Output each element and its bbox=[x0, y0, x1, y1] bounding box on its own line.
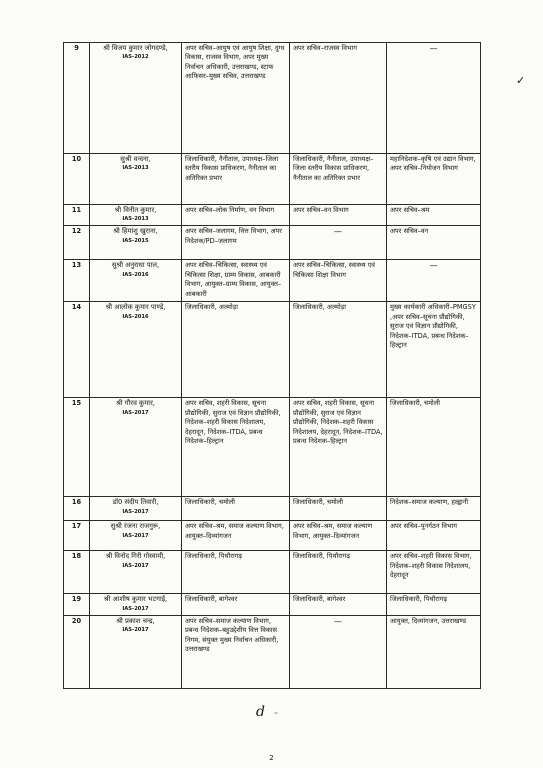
page-number: 2 bbox=[269, 754, 274, 762]
officer-cell bbox=[90, 497, 182, 521]
new-posting-cell: निदेशक–समाज कल्याण, हल्द्वानी bbox=[387, 497, 481, 521]
officer-name: श्री विजय कुमार जोगदण्डे, bbox=[103, 44, 168, 52]
retained-posting-cell bbox=[290, 226, 387, 260]
officer-batch: IAS-2016 bbox=[122, 271, 149, 278]
officer-name: डॉ0 संदीप तिवारी, bbox=[112, 498, 159, 507]
officer-transfer-table bbox=[63, 42, 481, 689]
officer-cell bbox=[90, 302, 182, 398]
officer-name: श्री प्रकाश चन्द्र, bbox=[116, 616, 155, 625]
officer-batch: IAS-2017 bbox=[122, 562, 149, 569]
current-posting-cell: जिलाधिकारी, चमोली bbox=[182, 497, 290, 521]
current-posting-cell: जिलाधिकारी, नैनीताल, उपाध्यक्ष–जिला स्तरीय विकास प्राधिकरण, नैनीताल का अतिरिक्त प्रभार bbox=[182, 154, 290, 205]
new-posting-cell: अपर सचिव–शहरी विकास विभाग, निदेशक–शहरी विकास निदेशालय, देहरादून bbox=[387, 551, 481, 594]
margin-mark-icon: ✓ bbox=[516, 74, 526, 87]
officer-cell bbox=[90, 521, 182, 551]
retained-posting-cell: अपर सचिव–चिकित्सा, स्वास्थ्य एवं चिकित्सा शिक्षा विभाग bbox=[290, 260, 387, 302]
officer-name: श्री आलोक कुमार पाण्डे, bbox=[105, 303, 166, 312]
officer-cell bbox=[90, 594, 182, 615]
current-posting-cell: अपर सचिव–चिकित्सा, स्वास्थ्य एवं चिकित्सा शिक्षा, ग्राम्य विकास, आबकारी विभाग, आयुक्त–ग्राम्य विकास, आयुक्त–आबकारी bbox=[182, 260, 290, 302]
officer-batch: IAS-2017 bbox=[122, 627, 149, 634]
officer-cell bbox=[90, 398, 182, 497]
officer-cell bbox=[90, 260, 182, 302]
new-posting-cell bbox=[387, 43, 481, 154]
new-posting-cell: जिलाधिकारी, चमोली bbox=[387, 398, 481, 497]
serial-number-cell: 18 bbox=[64, 551, 90, 594]
officer-batch: IAS-2017 bbox=[122, 605, 149, 612]
officer-name: श्री विनोद गिरी गोस्वामी, bbox=[105, 552, 166, 561]
officer-cell bbox=[90, 551, 182, 594]
retained-posting-cell: जिलाधिकारी, चमोली bbox=[290, 497, 387, 521]
officer-batch: IAS-2013 bbox=[122, 165, 149, 172]
new-posting-cell: अपर सचिव–श्रम bbox=[387, 205, 481, 226]
officer-cell bbox=[90, 43, 182, 154]
current-posting-cell: अपर सचिव–श्रम, समाज कल्याण विभाग, आयुक्त–दिव्यांगजन bbox=[182, 521, 290, 551]
table-row bbox=[64, 551, 481, 594]
retained-posting-cell: जिलाधिकारी, बागेश्वर bbox=[290, 594, 387, 615]
officer-batch: IAS-2017 bbox=[122, 508, 149, 515]
retained-posting-cell: अपर सचिव–वन विभाग bbox=[290, 205, 387, 226]
serial-number-cell: 16 bbox=[64, 497, 90, 521]
serial-number-cell: 17 bbox=[64, 521, 90, 551]
table-row bbox=[64, 205, 481, 226]
table-body bbox=[64, 43, 481, 689]
current-posting-cell: अपर सचिव, शहरी विकास, सूचना प्रौद्योगिकी, सुराज एवं विज्ञान प्रौद्योगिकी, निदेशक–शहरी विकास निदेशालय, देहरादून, निदेशक–ITDA, प्रबन्ध निदेशक–हिल्ट्रान bbox=[182, 398, 290, 497]
officer-name: श्री विनीत कुमार, bbox=[114, 206, 157, 214]
officer-batch: IAS-2012 bbox=[122, 54, 149, 61]
table-row bbox=[64, 43, 481, 154]
officer-name: श्री हिमांशु खुराना, bbox=[113, 227, 158, 236]
new-posting-cell: जिलाधिकारी, पिथौरागढ़ bbox=[387, 594, 481, 615]
new-posting-cell: आयुक्त, दिव्यांगजन, उत्तराखण्ड bbox=[387, 615, 481, 688]
current-posting-cell: अपर सचिव–समाज कल्याण विभाग, प्रबन्ध निदेशक–बहुउद्देशीय वित्त विकास निगम, संयुक्त मुख्य निर्वाचन अधिकारी, उत्तराखण्ड bbox=[182, 615, 290, 688]
current-posting-cell: अपर सचिव–लोक निर्माण, वन विभाग bbox=[182, 205, 290, 226]
officer-name: सुश्री अनुराधा पाल, bbox=[111, 261, 160, 270]
retained-posting-cell: अपर सचिव–राजस्व विभाग bbox=[290, 43, 387, 154]
officer-cell bbox=[90, 154, 182, 205]
serial-number-cell: 13 bbox=[64, 260, 90, 302]
retained-posting-cell: अपर सचिव, शहरी विकास, सूचना प्रौद्योगिकी, सुराज एवं विज्ञान प्रौद्योगिकी, निदेशक–शहरी विकास निदेशालय, देहरादून, निदेशक–ITDA, प्रबन्ध निदेशक–हिल्ट्रान bbox=[290, 398, 387, 497]
serial-number-cell: 12 bbox=[64, 226, 90, 260]
officer-cell bbox=[90, 205, 182, 226]
serial-number-cell: 9 bbox=[64, 43, 90, 154]
officer-name: श्री आशीष कुमार भटगाई, bbox=[103, 595, 168, 604]
serial-number-cell: 19 bbox=[64, 594, 90, 615]
officer-name: सुश्री वन्दना, bbox=[120, 155, 151, 163]
new-posting-cell: मुख्य कार्यकारी अधिकारी–PMGSY ,अपर सचिव–सूचना प्रौद्योगिकी, सुराज एवं विज्ञान प्रौद्योगिकी, निदेशक–ITDA, प्रबन्ध निदेशक– हिल्ट्रान bbox=[387, 302, 481, 398]
officer-batch: IAS-2015 bbox=[122, 237, 149, 244]
officer-name: सुश्री रंजना राजगुरू, bbox=[110, 522, 161, 531]
serial-number-cell: 15 bbox=[64, 398, 90, 497]
empty-dash: — bbox=[429, 44, 438, 53]
new-posting-cell: अपर सचिव–वन bbox=[387, 226, 481, 260]
table-row bbox=[64, 615, 481, 688]
current-posting-cell: जिलाधिकारी, अल्मोड़ा bbox=[182, 302, 290, 398]
serial-number-cell: 14 bbox=[64, 302, 90, 398]
current-posting-cell: अपर सचिव–जलागम, वित्त विभाग, अपर निदेशक/PD–जलागम bbox=[182, 226, 290, 260]
new-posting-cell: अपर सचिव–पुनर्गठन विभाग bbox=[387, 521, 481, 551]
signature-scribble-icon: ~ bbox=[274, 711, 279, 717]
retained-posting-cell: जिलाधिकारी, नैनीताल, उपाध्यक्ष–जिला स्तरीय विकास प्राधिकरण, नैनीताल का अतिरिक्त प्रभार bbox=[290, 154, 387, 205]
retained-posting-cell: जिलाधिकारी, अल्मोड़ा bbox=[290, 302, 387, 398]
retained-posting-cell: अपर सचिव–श्रम, समाज कल्याण विभाग, आयुक्त–दिव्यांगजन bbox=[290, 521, 387, 551]
retained-posting-cell bbox=[290, 615, 387, 688]
officer-cell bbox=[90, 226, 182, 260]
table-row bbox=[64, 497, 481, 521]
officer-name: श्री गौरव कुमार, bbox=[115, 399, 156, 408]
officer-batch: IAS-2017 bbox=[122, 532, 149, 539]
officer-batch: IAS-2013 bbox=[122, 216, 149, 223]
table-row bbox=[64, 226, 481, 260]
table-row bbox=[64, 154, 481, 205]
current-posting-cell: जिलाधिकारी, पिथौरागढ़ bbox=[182, 551, 290, 594]
table-row bbox=[64, 398, 481, 497]
new-posting-cell: महानिदेशक–कृषि एवं उद्यान विभाग, अपर सचिव–नियोजन विभाग bbox=[387, 154, 481, 205]
current-posting-cell: अपर सचिव–आयुष एवं आयुष शिक्षा, दुग्ध विकास, राजस्व विभाग, अपर मुख्य निर्वाचन अधिकारी, उत्तराखण्ड, स्टाफ आफिसर–मुख्य सचिव, उत्तराखण्ड bbox=[182, 43, 290, 154]
new-posting-cell bbox=[387, 260, 481, 302]
officer-cell bbox=[90, 615, 182, 688]
officer-batch: IAS-2017 bbox=[122, 409, 149, 416]
table-row bbox=[64, 594, 481, 615]
officer-batch: IAS-2016 bbox=[122, 313, 149, 320]
table-row bbox=[64, 521, 481, 551]
serial-number-cell: 20 bbox=[64, 615, 90, 688]
table-row bbox=[64, 302, 481, 398]
serial-number-cell: 11 bbox=[64, 205, 90, 226]
serial-number-cell: 10 bbox=[64, 154, 90, 205]
retained-posting-cell: जिलाधिकारी, पिथौरागढ़ bbox=[290, 551, 387, 594]
empty-dash: — bbox=[334, 616, 342, 626]
empty-dash: — bbox=[429, 261, 438, 271]
current-posting-cell: जिलाधिकारी, बागेश्वर bbox=[182, 594, 290, 615]
empty-dash: — bbox=[334, 227, 342, 237]
signature-mark: d bbox=[256, 704, 265, 720]
table-row bbox=[64, 260, 481, 302]
